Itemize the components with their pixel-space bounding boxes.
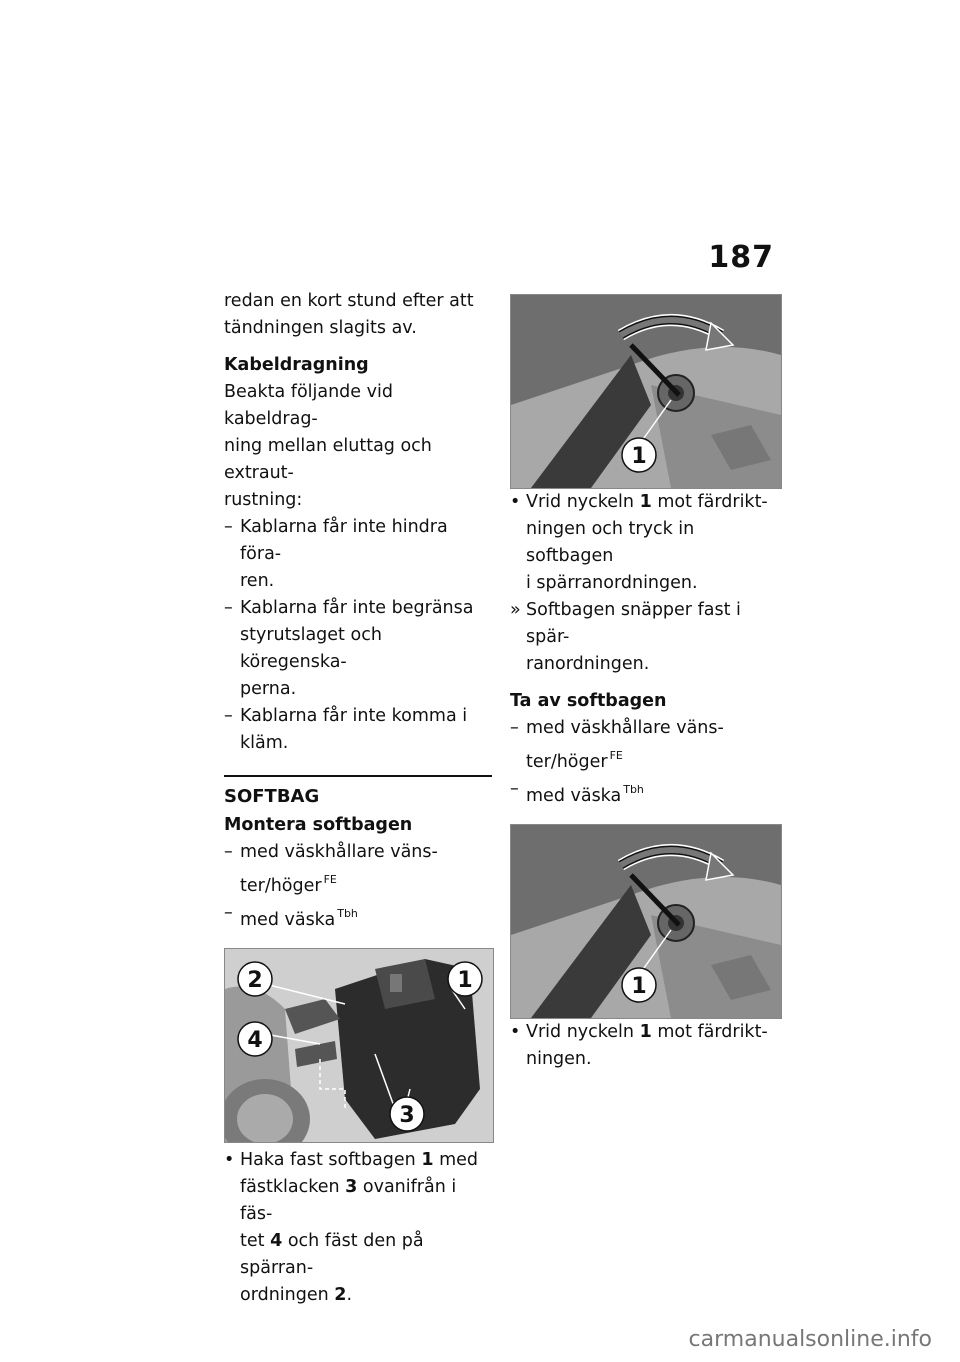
dash-marker: – bbox=[224, 706, 233, 726]
condition-item: – med väskhållare väns- ter/höger $^{FE}$ bbox=[224, 839, 492, 900]
result-marker: » bbox=[510, 600, 521, 620]
dash-marker: – bbox=[510, 779, 519, 799]
kabel-item: – Kablarna får inte komma i kläm. bbox=[224, 703, 492, 757]
dash-marker: – bbox=[510, 718, 519, 738]
right-column bbox=[510, 288, 782, 1073]
key-lock-figure-2 bbox=[510, 824, 782, 1019]
condition-item: – med väskhållare väns- ter/höger $^{FE}$ bbox=[510, 715, 782, 776]
montera-heading: Montera softbagen bbox=[224, 815, 413, 835]
kabel-text-2: ning mellan eluttag och extraut- bbox=[224, 436, 432, 483]
callout-2: 2 bbox=[247, 968, 263, 993]
kabel-text-1: Beakta följande vid kabeldrag- bbox=[224, 382, 393, 429]
section-title: SOFTBAG bbox=[224, 786, 320, 807]
key-lock-illustration-1 bbox=[511, 295, 781, 488]
dash-marker: – bbox=[224, 598, 233, 618]
kabel-heading: Kabeldragning bbox=[224, 355, 369, 375]
dash-marker: – bbox=[224, 903, 233, 923]
dash-marker: – bbox=[224, 517, 233, 537]
condition-item: – med väska $^{Tbh}$ bbox=[510, 776, 782, 810]
kabel-item: – Kablarna får inte hindra föra- ren. bbox=[224, 514, 492, 595]
callout-3: 3 bbox=[399, 1103, 415, 1128]
ta-av-heading: Ta av softbagen bbox=[510, 691, 667, 711]
condition-item: – med väska $^{Tbh}$ bbox=[224, 900, 492, 934]
intro-line-1: redan en kort stund efter att bbox=[224, 291, 474, 311]
dash-marker: – bbox=[224, 842, 233, 862]
callout-1: 1 bbox=[631, 444, 647, 469]
section-divider bbox=[224, 775, 492, 810]
mount-step: • Haka fast softbagen 1 med fästklacken 3 ovanifrån i fäs- tet 4 och fäst den på spärran- ordningen 2. bbox=[224, 1147, 492, 1309]
left-column bbox=[224, 288, 492, 1309]
key-lock-illustration-2 bbox=[511, 825, 781, 1018]
intro-line-2: tändningen slagits av. bbox=[224, 318, 417, 338]
softbag-mount-figure bbox=[224, 948, 494, 1143]
callout-1: 1 bbox=[457, 968, 473, 993]
bullet-marker: • bbox=[224, 1150, 235, 1170]
turn-key-step-2: • Vrid nyckeln 1 mot färdrikt- ningen. bbox=[510, 1019, 782, 1073]
turn-key-step: • Vrid nyckeln 1 mot färdrikt- ningen och tryck in softbagen i spärranordningen. bbox=[510, 489, 782, 597]
bullet-marker: • bbox=[510, 1022, 521, 1042]
callout-1: 1 bbox=[631, 974, 647, 999]
key-lock-figure-1 bbox=[510, 294, 782, 489]
result-item: » Softbagen snäpper fast i spär- ranordningen. bbox=[510, 597, 782, 678]
kabel-item: – Kablarna får inte begränsa styrutslaget och köregenska- perna. bbox=[224, 595, 492, 703]
page-number: 187 bbox=[708, 240, 774, 275]
kabel-text-3: rustning: bbox=[224, 490, 303, 510]
softbag-mount-illustration bbox=[225, 949, 493, 1142]
callout-4: 4 bbox=[247, 1028, 263, 1053]
bullet-marker: • bbox=[510, 492, 521, 512]
watermark: carmanualsonline.info bbox=[688, 1327, 932, 1352]
